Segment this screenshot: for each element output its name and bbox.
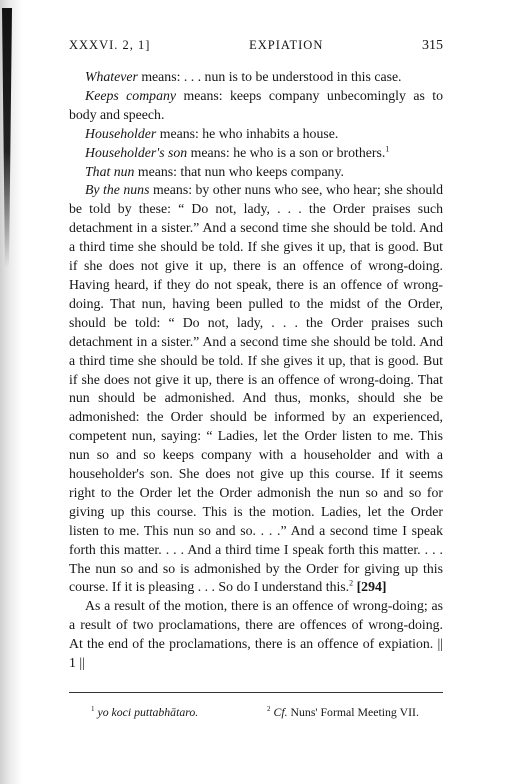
footnote-number: 1 <box>91 705 95 714</box>
page-number: 315 <box>422 38 443 53</box>
binding-mark <box>2 8 12 268</box>
footnote-marker: 1 <box>385 144 390 154</box>
definition: means: he who is a son or brothers. <box>187 144 386 160</box>
definition: means: he who inhabits a house. <box>156 125 339 141</box>
footnote-text: yo koci puttabhātaro. <box>97 705 199 719</box>
chapter-reference: XXXVI. 2, 1] <box>69 38 151 52</box>
defined-term: Householder's son <box>85 144 188 160</box>
footnote-marker: 2 <box>349 578 354 588</box>
paragraph-householder <box>69 125 443 144</box>
definition: means: . . . nun is to be understood in this case. <box>137 69 402 84</box>
definition: means: keeps company unbecomingly as to body and speech. <box>69 87 444 122</box>
book-page <box>69 38 444 719</box>
paragraph-whatever <box>69 68 443 87</box>
paragraph-that-nun <box>69 163 443 182</box>
book-spine-shadow <box>0 0 22 784</box>
cf-abbreviation: Cf. <box>273 705 288 719</box>
defined-term: Householder <box>85 125 157 141</box>
running-head <box>69 38 443 60</box>
defined-term: Whatever <box>85 69 138 84</box>
definition: means: by other nuns who see, who hear; she should be told by these: “ Do not, lady, . . . the Order praises such detachment in a sister.” And a second time she should be told. And a third time she should be told. If she gives it up, that is good. But if she does not give it up, there is an offence of wrong-doing. Having heard, if they do not speak, there is an offence of wrong-doing. That nun, having been pulled to the midst of the Order, should be told: “ Do not, lady, . . . the Order praises such detachment in a sister.” And a second time she should be told. And a third time she should be told. If she gives it up, that is good. But if she does not give it up, there is an offence of wrong-doing. That nun should be admonished. And thus, monks, should she be admonished: the Order should be informed by an experienced, competent nun, saying: “ Ladies, let the Order listen to me. This nun so and so keeps company with a householder and with a householder's son. She does not give up this course. If it seems right to the Order let the Order admonish the nun so and so for giving up this course. This is the motion. Ladies, let the Order listen to me. This nun so and so. . . .” And a second time I speak forth this matter. . . . And a third time I speak forth this matter. . . . The nun so and so is admonished by the Order for giving up this course. If it is pleasing . . . So do I understand this. <box>69 182 443 595</box>
footnotes <box>69 705 443 720</box>
paragraph-keeps-company <box>69 87 443 125</box>
definition: means: that nun who keeps company. <box>134 163 344 179</box>
footnote-1 <box>69 705 267 720</box>
paragraph-householders-son <box>69 144 443 163</box>
defined-term: Keeps company <box>85 87 176 103</box>
defined-term: That nun <box>85 163 135 179</box>
paragraph-by-the-nuns <box>69 181 443 597</box>
footnote-2 <box>267 705 443 720</box>
paragraph-result-of-motion: As a result of the motion, there is an offence of wrong-doing; as a result of two proclamations, there are offences of wrong-doing. At the end of the proclamations, there is an offence of expiation. || 1 || <box>69 598 443 671</box>
defined-term: By the nuns <box>85 182 150 198</box>
footnote-number: 2 <box>267 705 271 714</box>
running-title: EXPIATION <box>249 38 324 52</box>
body-text <box>69 68 443 673</box>
footnote-text: Nuns' Formal Meeting VII. <box>287 705 419 719</box>
page-reference: [294] <box>356 579 387 595</box>
footnote-rule <box>69 692 443 693</box>
